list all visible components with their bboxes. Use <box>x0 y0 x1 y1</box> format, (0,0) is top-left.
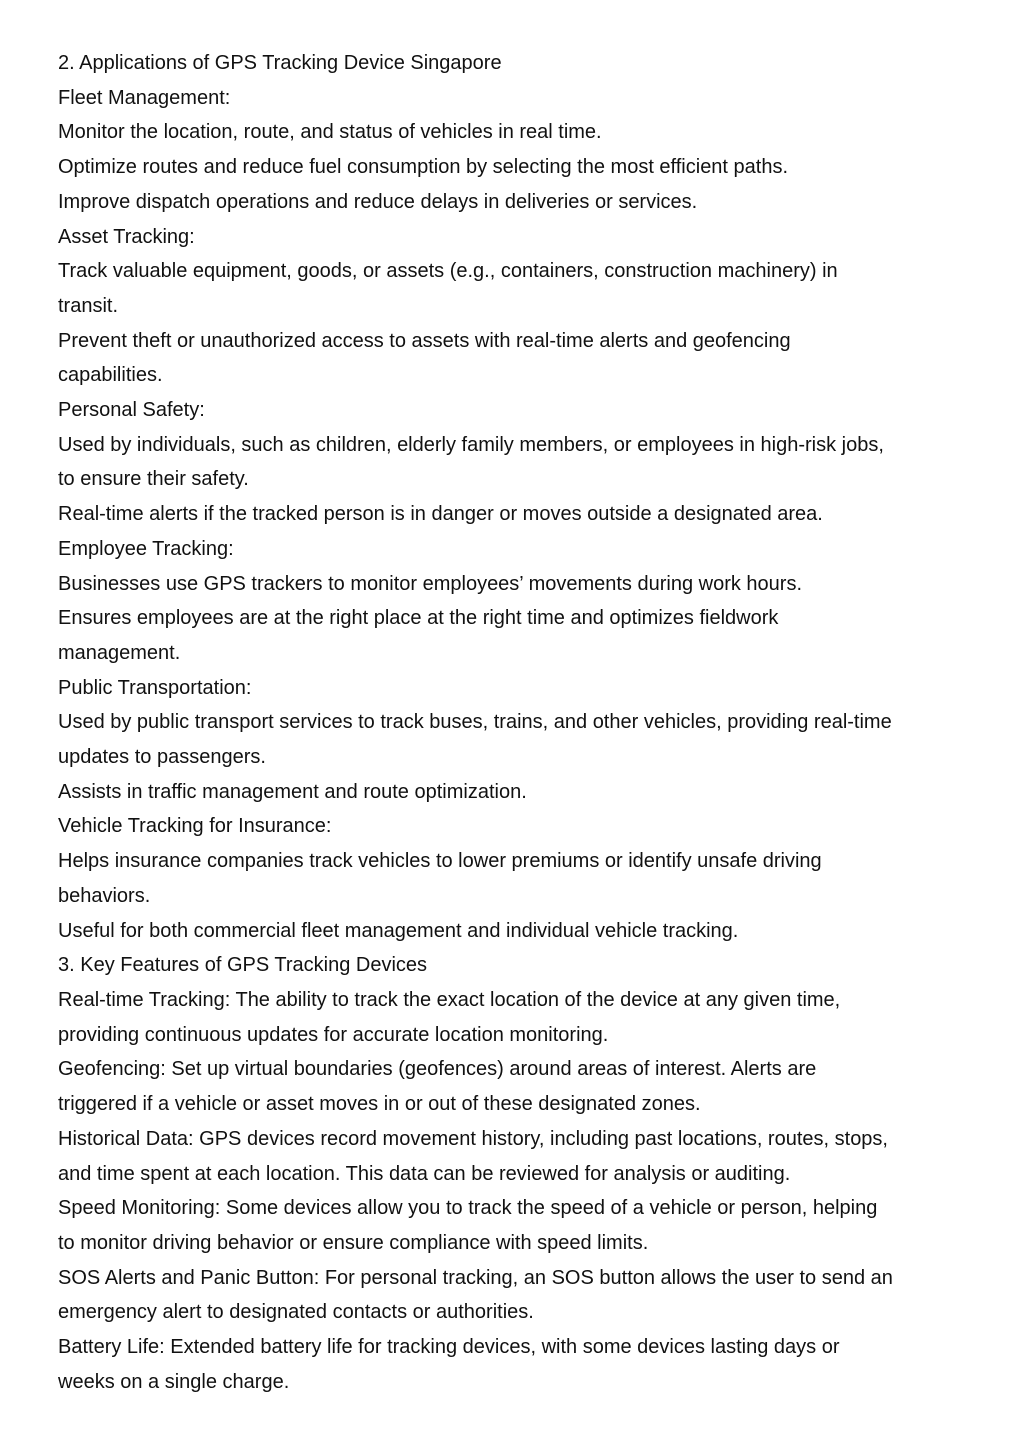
text-line: Used by individuals, such as children, elderly family members, or employees in high-risk jobs, <box>58 433 884 456</box>
text-line: Used by public transport services to track buses, trains, and other vehicles, providing real-time <box>58 711 892 734</box>
text-line: Businesses use GPS trackers to monitor employees’ movements during work hours. <box>58 572 803 595</box>
subheading-asset-tracking: Asset Tracking: <box>58 225 195 248</box>
text-line: behaviors. <box>58 884 151 907</box>
feature-geofencing: Geofencing: Set up virtual boundaries (geofences) around areas of interest. Alerts are <box>58 1058 817 1081</box>
subheading-fleet-management: Fleet Management: <box>58 86 231 109</box>
text-line: Assists in traffic management and route optimization. <box>58 780 527 803</box>
text-line: triggered if a vehicle or asset moves in or out of these designated zones. <box>58 1093 701 1116</box>
section-heading-key-features: 3. Key Features of GPS Tracking Devices <box>58 954 428 977</box>
text-line: Monitor the location, route, and status of vehicles in real time. <box>58 121 602 144</box>
text-line: transit. <box>58 294 119 317</box>
text-line: management. <box>58 641 181 664</box>
text-line: capabilities. <box>58 364 163 387</box>
text-line: updates to passengers. <box>58 746 266 769</box>
text-line: to ensure their safety. <box>58 468 249 491</box>
text-line: to monitor driving behavior or ensure compliance with speed limits. <box>58 1231 649 1254</box>
text-line: Prevent theft or unauthorized access to assets with real-time alerts and geofencing <box>58 329 791 352</box>
text-line: Useful for both commercial fleet management and individual vehicle tracking. <box>58 919 739 942</box>
feature-speed-monitoring: Speed Monitoring: Some devices allow you to track the speed of a vehicle or person, helping <box>58 1197 878 1220</box>
feature-historical-data: Historical Data: GPS devices record movement history, including past locations, routes, stops, <box>58 1127 888 1150</box>
text-line: Track valuable equipment, goods, or assets (e.g., containers, construction machinery) in <box>58 260 838 283</box>
feature-real-time-tracking: Real-time Tracking: The ability to track the exact location of the device at any given time, <box>58 988 841 1011</box>
document-body <box>58 46 988 1399</box>
feature-sos-alerts: SOS Alerts and Panic Button: For personal tracking, an SOS button allows the user to send an <box>58 1266 893 1289</box>
text-line: Ensures employees are at the right place at the right time and optimizes fieldwork <box>58 607 779 630</box>
text-line: emergency alert to designated contacts or authorities. <box>58 1301 534 1324</box>
section-heading-applications: 2. Applications of GPS Tracking Device Singapore <box>58 52 502 74</box>
text-line: Improve dispatch operations and reduce delays in deliveries or services. <box>58 190 698 213</box>
subheading-public-transportation: Public Transportation: <box>58 676 252 699</box>
subheading-personal-safety: Personal Safety: <box>58 399 205 422</box>
text-line: Real-time alerts if the tracked person is in danger or moves outside a designated area. <box>58 503 823 526</box>
text-line: providing continuous updates for accurate location monitoring. <box>58 1023 609 1046</box>
text-line: weeks on a single charge. <box>58 1370 290 1393</box>
text-line: Optimize routes and reduce fuel consumption by selecting the most efficient paths. <box>58 156 789 179</box>
subheading-employee-tracking: Employee Tracking: <box>58 537 234 560</box>
text-line: Helps insurance companies track vehicles to lower premiums or identify unsafe driving <box>58 850 822 873</box>
text-line: and time spent at each location. This data can be reviewed for analysis or auditing. <box>58 1162 791 1185</box>
subheading-vehicle-tracking-insurance: Vehicle Tracking for Insurance: <box>58 815 332 838</box>
feature-battery-life: Battery Life: Extended battery life for tracking devices, with some devices lasting days or <box>58 1336 840 1359</box>
